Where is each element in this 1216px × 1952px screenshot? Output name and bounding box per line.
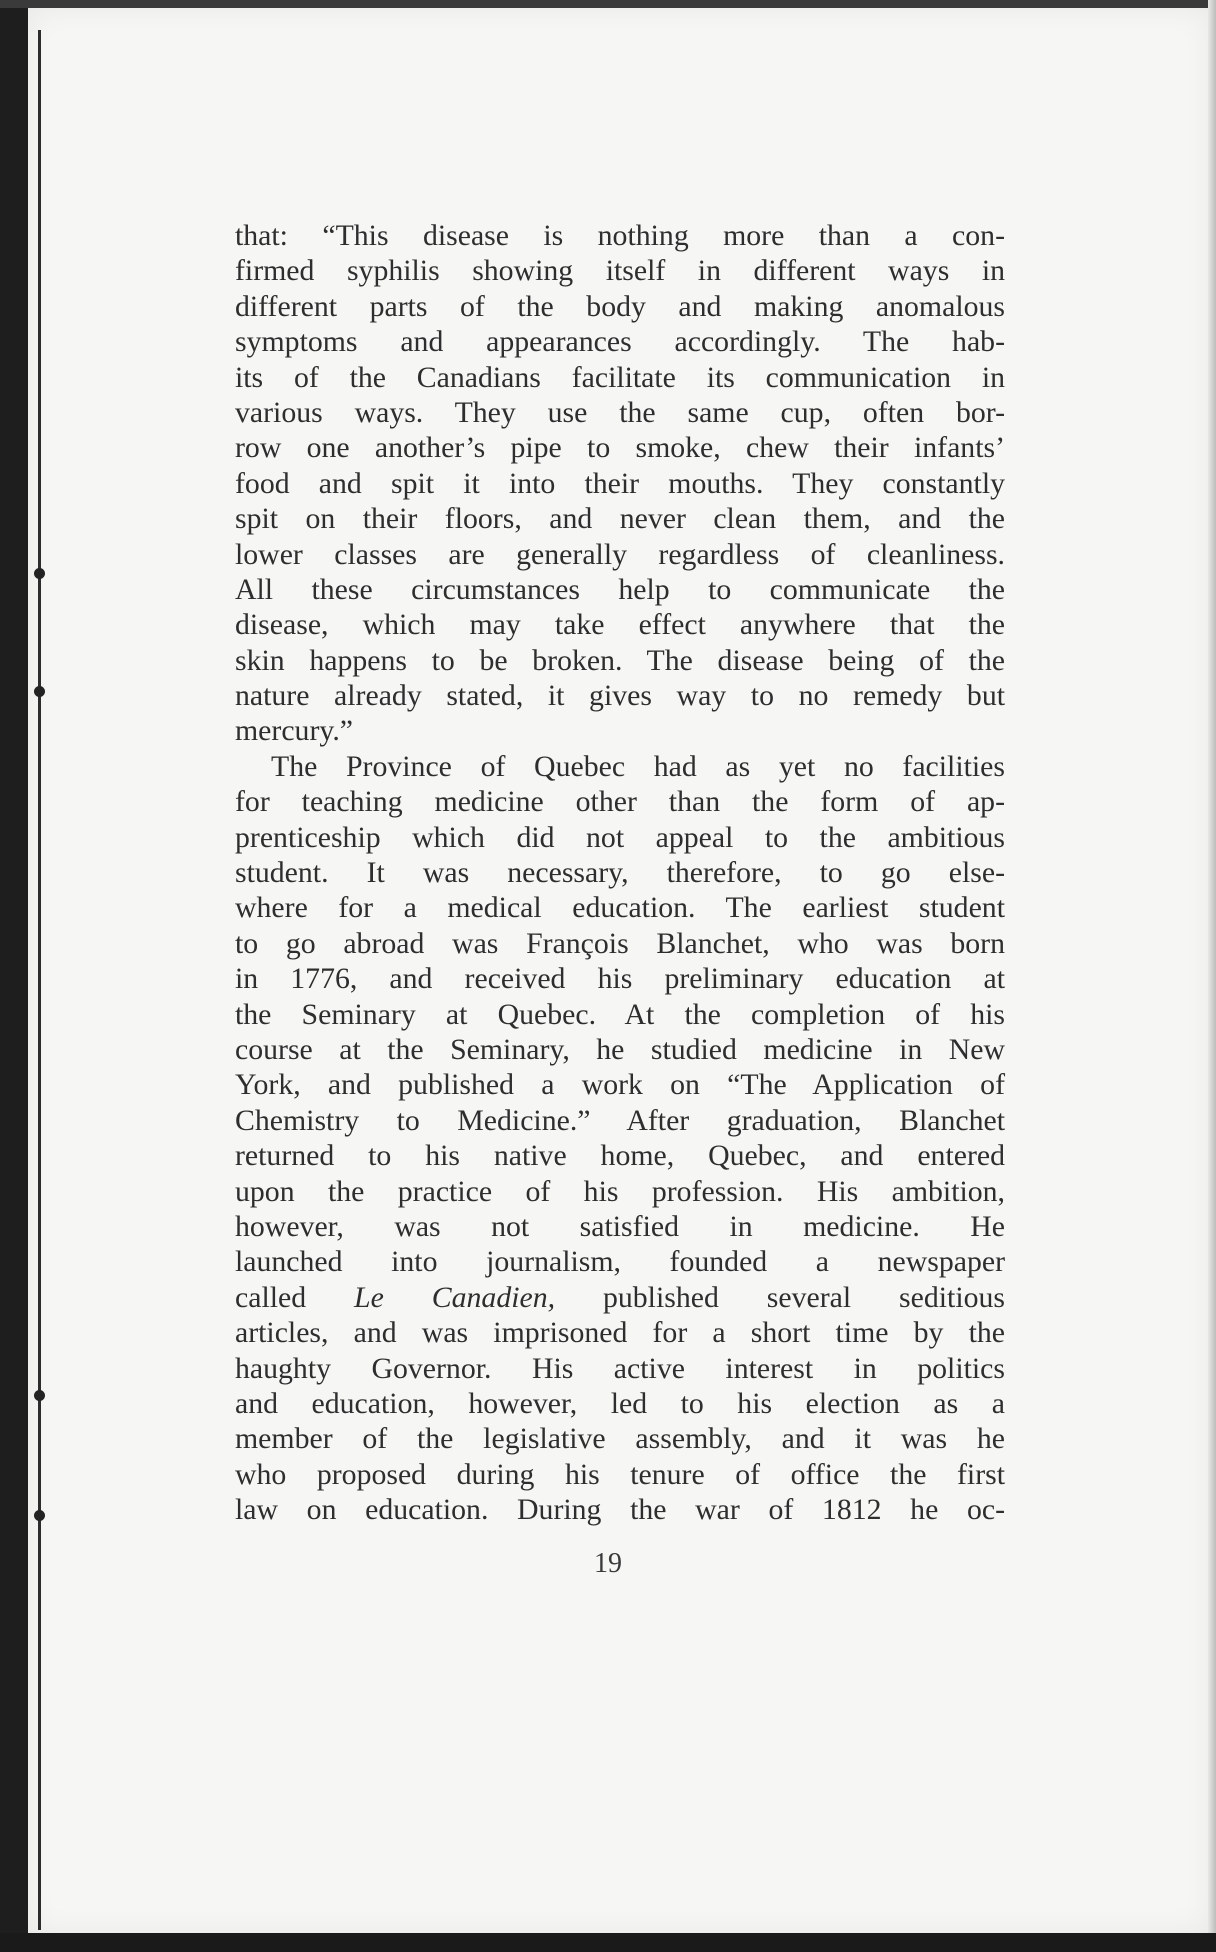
text-line: food and spit it into their mouths. They constantly bbox=[235, 466, 1005, 500]
page-bottom-edge bbox=[0, 1933, 1216, 1952]
binding-mark bbox=[34, 568, 45, 579]
text-line: lower classes are generally regardless of cleanliness. bbox=[235, 537, 1005, 571]
text-line: its of the Canadians facilitate its communication in bbox=[235, 360, 1005, 394]
text-line: in 1776, and received his preliminary education at bbox=[235, 962, 1005, 996]
text-line: where for a medical education. The earliest student bbox=[235, 891, 1005, 925]
text-line: the Seminary at Quebec. At the completion of his bbox=[235, 997, 1005, 1031]
newspaper-title: Le Canadien, bbox=[354, 1280, 556, 1314]
text-line: and education, however, led to his election as a bbox=[235, 1386, 1005, 1420]
text-line: prenticeship which did not appeal to the ambitious bbox=[235, 820, 1005, 854]
text-line: articles, and was imprisoned for a short time by the bbox=[235, 1316, 1005, 1350]
text-line: skin happens to be broken. The disease being of the bbox=[235, 643, 1005, 677]
text-line: firmed syphilis showing itself in different ways in bbox=[235, 254, 1005, 288]
text-line: Chemistry to Medicine.” After graduation, Blanchet bbox=[235, 1103, 1005, 1137]
text-line: different parts of the body and making anomalous bbox=[235, 289, 1005, 323]
text-line: row one another’s pipe to smoke, chew their infants’ bbox=[235, 431, 1005, 465]
called-rest-text: published several seditious bbox=[555, 1280, 1005, 1314]
binding-mark bbox=[34, 1510, 45, 1521]
page-top-edge bbox=[0, 0, 1216, 8]
text-line: haughty Governor. His active interest in politics bbox=[235, 1351, 1005, 1385]
body-text bbox=[235, 218, 1005, 1527]
binding-rule bbox=[38, 30, 41, 1930]
text-line: All these circumstances help to communicate the bbox=[235, 572, 1005, 606]
text-line: The Province of Quebec had as yet no facilities bbox=[271, 749, 1005, 783]
text-line: who proposed during his tenure of office the first bbox=[235, 1457, 1005, 1491]
text-line-called bbox=[235, 1280, 1005, 1315]
binding-mark bbox=[34, 686, 45, 697]
text-line: various ways. They use the same cup, often bor- bbox=[235, 395, 1005, 429]
text-line: for teaching medicine other than the form of ap- bbox=[235, 785, 1005, 819]
page-number: 19 bbox=[594, 1548, 622, 1579]
text-line: disease, which may take effect anywhere that the bbox=[235, 608, 1005, 642]
text-line: upon the practice of his profession. His ambition, bbox=[235, 1174, 1005, 1208]
text-line: member of the legislative assembly, and it was he bbox=[235, 1422, 1005, 1456]
text-line: returned to his native home, Quebec, and entered bbox=[235, 1139, 1005, 1173]
text-line: mercury.” bbox=[235, 714, 354, 748]
text-line: law on education. During the war of 1812 he oc- bbox=[235, 1493, 1005, 1527]
text-line: to go abroad was François Blanchet, who was born bbox=[235, 926, 1005, 960]
text-line: course at the Seminary, he studied medicine in New bbox=[235, 1032, 1005, 1066]
binding-mark bbox=[34, 1390, 45, 1401]
text-line: student. It was necessary, therefore, to go else- bbox=[235, 856, 1005, 890]
text-line: however, was not satisfied in medicine. He bbox=[235, 1209, 1005, 1243]
text-line: spit on their floors, and never clean them, and the bbox=[235, 502, 1005, 536]
text-line: nature already stated, it gives way to no remedy but bbox=[235, 679, 1005, 713]
page-right-edge bbox=[1208, 0, 1216, 1952]
text-line: York, and published a work on “The Application of bbox=[235, 1068, 1005, 1102]
text-line: that: “This disease is nothing more than a con- bbox=[235, 219, 1005, 252]
text-line: launched into journalism, founded a newspaper bbox=[235, 1245, 1005, 1279]
called-text: called bbox=[235, 1280, 355, 1314]
text-line: symptoms and appearances accordingly. The hab- bbox=[235, 325, 1005, 359]
